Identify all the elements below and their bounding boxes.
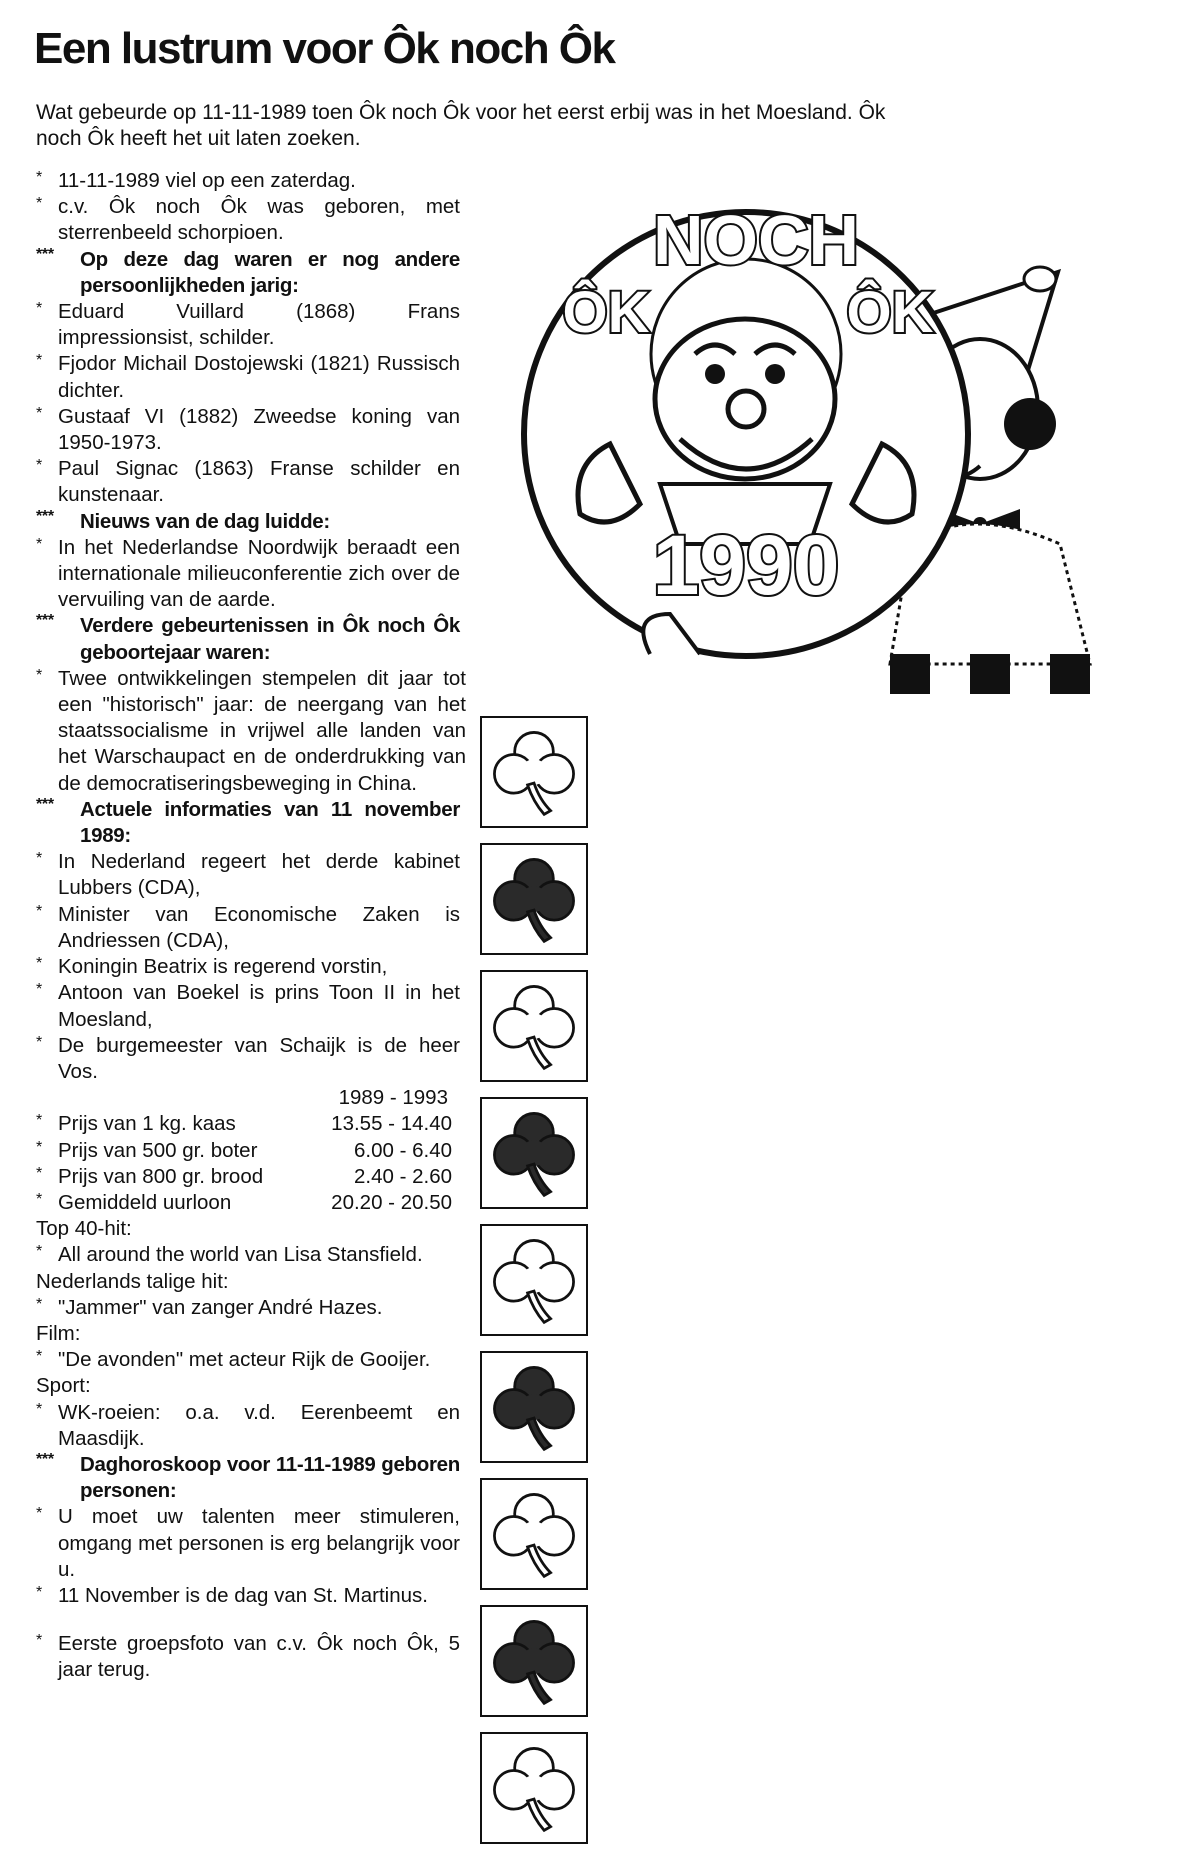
price-row	[34, 1138, 460, 1164]
clover-box	[480, 1478, 588, 1590]
bullet-marker: *	[36, 1138, 43, 1156]
bullet-marker: *	[36, 535, 43, 553]
list-item: * "De avonden" met acteur Rijk de Gooijer.	[34, 1347, 460, 1373]
filled-clover-icon	[488, 1107, 580, 1199]
filled-clover-icon	[488, 1361, 580, 1453]
bullet-marker: *	[36, 457, 43, 475]
bullet-marker: *	[36, 352, 43, 370]
clover-box	[480, 1351, 588, 1463]
price-value: 20.20 - 20.50	[331, 1190, 452, 1214]
list-item: * In het Nederlandse Noordwijk beraadt een internationale milieuconferentie zich over de vervuiling van de aarde.	[34, 535, 460, 614]
clover-column	[480, 716, 590, 1859]
section-heading: *** Actuele informaties van 11 november 1989:	[34, 797, 460, 849]
price-row	[34, 1164, 460, 1190]
section-heading: *** Verdere gebeurtenissen in Ôk noch Ôk geboortejaar waren:	[34, 613, 460, 665]
price-label: Prijs van 500 gr. boter	[58, 1138, 258, 1162]
bullet-marker: *	[36, 850, 43, 868]
section-heading: *** Nieuws van de dag luidde:	[34, 509, 460, 535]
bullet-marker: *	[36, 1295, 43, 1313]
clover-box	[480, 843, 588, 955]
list-item: * Fjodor Michail Dostojewski (1821) Russisch dichter.	[34, 351, 460, 403]
logo-ok-right-text: ÔK	[846, 280, 934, 345]
price-row	[34, 1190, 460, 1216]
logo-ok-left-text: ÔK	[562, 280, 650, 345]
outline-clover-icon	[488, 1742, 580, 1834]
list-item: * 11 November is de dag van St. Martinus.	[34, 1583, 460, 1609]
outline-clover-icon	[488, 980, 580, 1072]
bullet-marker: *	[36, 1190, 43, 1208]
price-value: 6.00 - 6.40	[353, 1138, 452, 1162]
bullet-marker: *	[36, 1243, 43, 1261]
list-item: * Gustaaf VI (1882) Zweedse koning van 1950-1973.	[34, 404, 460, 456]
clover-box	[480, 1224, 588, 1336]
category-label: Film:	[36, 1321, 81, 1345]
spacer	[34, 1609, 460, 1631]
list-item: * Eerste groepsfoto van c.v. Ôk noch Ôk, 5 jaar terug.	[34, 1631, 460, 1683]
triple-marker: ***	[36, 245, 54, 263]
list-item: * De burgemeester van Schaijk is de heer Vos.	[34, 1033, 460, 1085]
logo-noch-text: NOCH	[652, 201, 860, 279]
category-label: Sport:	[36, 1374, 91, 1398]
price-value: 2.40 - 2.60	[353, 1164, 452, 1188]
bullet-marker: *	[36, 981, 43, 999]
bullet-marker: *	[36, 1632, 43, 1650]
price-row	[34, 1111, 460, 1137]
clover-box	[480, 970, 588, 1082]
clover-box	[480, 1732, 588, 1844]
outline-clover-icon	[488, 726, 580, 818]
list-item: * 11-11-1989 viel op een zaterdag.	[34, 168, 460, 194]
bullet-marker: *	[36, 1400, 43, 1418]
list-item: * c.v. Ôk noch Ôk was geboren, met sterrenbeeld schorpioen.	[34, 194, 460, 246]
intro-paragraph: Wat gebeurde op 11-11-1989 toen Ôk noch Ôk voor het eerst erbij was in het Moesland. Ôk noch Ôk heeft het uit laten zoeken.	[36, 101, 886, 150]
category-label: Nederlands talige hit:	[36, 1269, 229, 1293]
bullet-marker: *	[36, 404, 43, 422]
clover-box	[480, 1097, 588, 1209]
list-item: * Antoon van Boekel is prins Toon II in het Moesland,	[34, 980, 460, 1032]
price-label: Prijs van 1 kg. kaas	[58, 1112, 236, 1136]
clover-box	[480, 716, 588, 828]
price-label: Gemiddeld uurloon	[58, 1190, 232, 1214]
filled-clover-icon	[488, 1615, 580, 1707]
ok-noch-ok-logo	[510, 184, 1126, 696]
list-item: * "Jammer" van zanger André Hazes.	[34, 1295, 460, 1321]
triple-marker: ***	[36, 507, 54, 525]
bullet-marker: *	[36, 1505, 43, 1523]
section-heading: *** Op deze dag waren er nog andere persoonlijkheden jarig:	[34, 247, 460, 299]
list-item: * U moet uw talenten meer stimuleren, omgang met personen is erg belangrijk voor u.	[34, 1504, 460, 1583]
list-item: * WK-roeien: o.a. v.d. Eerenbeemt en Maasdijk.	[34, 1400, 460, 1452]
list-item: * Twee ontwikkelingen stempelen dit jaar tot een "historisch" jaar: de neergang van het staatssocialisme in vrijwel alle landen van het Warschaupact en de onderdrukking van de democratiseringsbeweging in China.	[34, 666, 466, 797]
outline-clover-icon	[488, 1488, 580, 1580]
triple-marker: ***	[36, 1450, 54, 1468]
triple-marker: ***	[36, 612, 54, 630]
bullet-marker: *	[36, 1033, 43, 1051]
price-label: Prijs van 800 gr. brood	[58, 1164, 264, 1188]
category-label: Top 40-hit:	[36, 1217, 132, 1241]
bullet-marker: *	[36, 955, 43, 973]
list-item: * In Nederland regeert het derde kabinet Lubbers (CDA),	[34, 849, 460, 901]
logo-year-text: 1990	[652, 518, 840, 612]
bullet-marker: *	[36, 1583, 43, 1601]
price-value: 13.55 - 14.40	[331, 1112, 452, 1136]
list-item: * All around the world van Lisa Stansfield.	[34, 1242, 460, 1268]
section-heading: *** Daghoroskoop voor 11-11-1989 geboren personen:	[34, 1452, 460, 1504]
bullet-marker: *	[36, 1348, 43, 1366]
filled-clover-icon	[488, 853, 580, 945]
bullet-marker: *	[36, 666, 43, 684]
outline-clover-icon	[488, 1234, 580, 1326]
fact-list	[34, 168, 466, 1684]
bullet-marker: *	[36, 1164, 43, 1182]
bullet-marker: *	[36, 1112, 43, 1130]
page-title: Een lustrum voor Ôk noch Ôk	[34, 24, 615, 73]
bullet-marker: *	[36, 300, 43, 318]
list-item: * Minister van Economische Zaken is Andriessen (CDA),	[34, 902, 460, 954]
bullet-marker: *	[36, 169, 43, 186]
list-item: * Paul Signac (1863) Franse schilder en kunstenaar.	[34, 456, 460, 508]
clover-box	[480, 1605, 588, 1717]
price-years-header: 1989 - 1993	[338, 1086, 448, 1110]
list-item: * Eduard Vuillard (1868) Frans impressionsist, schilder.	[34, 299, 460, 351]
bullet-marker: *	[36, 195, 43, 213]
triple-marker: ***	[36, 795, 54, 813]
bullet-marker: *	[36, 902, 43, 920]
list-item: * Koningin Beatrix is regerend vorstin,	[34, 954, 460, 980]
